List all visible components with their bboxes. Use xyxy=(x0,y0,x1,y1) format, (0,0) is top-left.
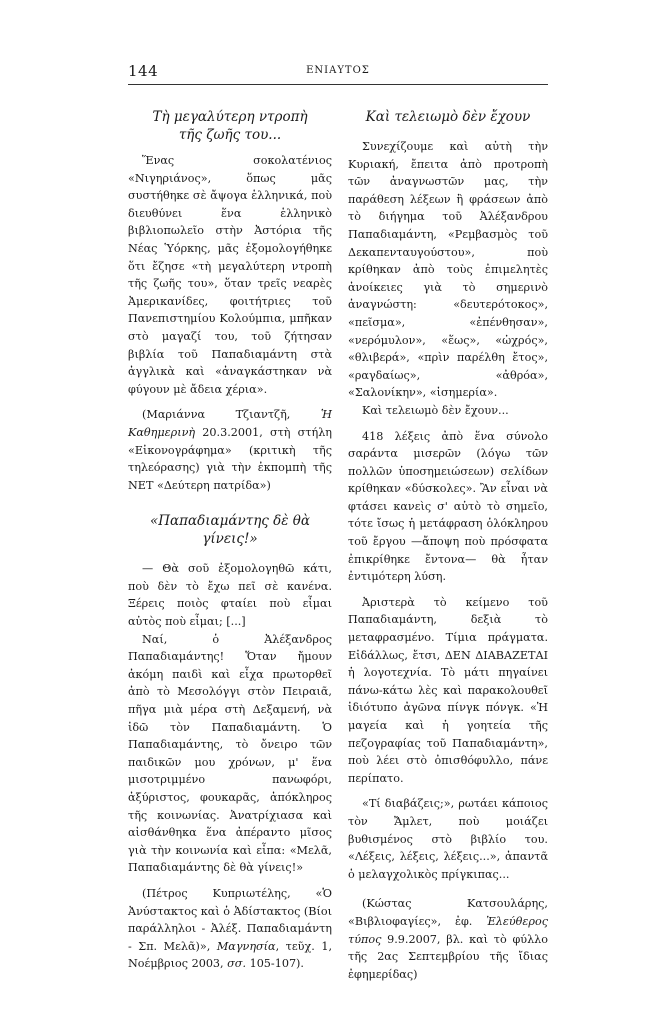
source-part: (Κώστας Κατσουλάρης, «Βιβλιοφαγίες», ἐφ. xyxy=(348,897,548,928)
source-part: (Πέτρος Κυπριωτέλης, «Ὁ Ἀνύστακτος καὶ ὁ Ἀδίστακτος (Βίοι παράλληλοι - Ἀλέξ. Παπαδιαμάντη - Σπ. Μελᾶ)», xyxy=(128,886,332,953)
section-no-end-source xyxy=(348,895,548,983)
source-publication: Ἐλεύθερος τύπος xyxy=(348,914,548,946)
source-part: , τεῦχ. 1, Νοέμβριος 2003, xyxy=(128,939,332,971)
section-no-end-p3: 418 λέξεις ἀπὸ ἕνα σύνολο σαράντα μισερῶν (λόγω τῶν πολλῶν ὑποσημειώσεων) σελίδων κρίθηκαν «δύσκολες». Ἂν εἶναι νὰ φτάσει κανεὶς σ' αὐτὸ τὸ σημεῖο, τότε ἴσως ἡ μετάφραση ὁλόκληρου τοῦ ἔργου —ἄποψη ποὺ πρόσφατα ἐπικρίθηκε ἔντονα— θὰ ἦταν ἐντιμότερη λύση. xyxy=(348,429,548,584)
left-column xyxy=(128,108,332,973)
section-title-papadiamantis: «Παπαδιαμάντης δὲ θὰ γίνεις!» xyxy=(149,513,311,548)
section-title-shame-line1: Τὴ μεγαλύτερη ντροπὴ xyxy=(152,109,308,125)
section-papadiamantis-source xyxy=(128,885,332,973)
section-title-shame xyxy=(128,108,332,144)
source-publication: Ἡ Καθημερινὴ xyxy=(128,408,332,439)
source-publication: Μαγνησία xyxy=(216,939,276,953)
source-part: 105-107). xyxy=(246,957,304,971)
source-part: (Μαριάννα Τζιαντζῆ, xyxy=(142,408,321,422)
section-shame-body: Ἕνας σοκολατένιος «Νιγηριάνος», ὅπως μᾶς συστήθηκε σὲ ἄψογα ἑλληνικά, ποὺ διευθύνει ἕνα ἑλληνικὸ βιβλιοπωλεῖο στὴν Ἀστόρια τῆς Νέας Ὑόρκης, μᾶς ἐξομολογήθηκε ὅτι ἔζησε «τὴ μεγαλύτερη ντροπὴ τῆς ζωῆς του», ὅταν τρεῖς νεαρὲς Ἀμερικανίδες, φοιτήτριες τοῦ Πανεπιστημίου Κολούμπια, μπῆκαν στὸ μαγαζί του, τοῦ ζήτησαν βιβλία τοῦ Παπαδιαμάντη στὰ ἀγγλικὰ καὶ «ἀναγκάστηκαν νὰ φύγουν μὲ ἄδεια χέρια». xyxy=(128,154,332,396)
right-column xyxy=(348,108,548,983)
section-shame-source xyxy=(128,406,332,494)
page-number: 144 xyxy=(128,62,159,80)
page-header xyxy=(128,62,548,85)
section-papadiamantis-p2: Ναί, ὁ Ἀλέξανδρος Παπαδιαμάντης! Ὅταν ἤμουν ἀκόμη παιδὶ καὶ εἶχα πρωτορθεῖ ἀπὸ τὸ Μεσολόγγι στὸν Πειραιᾶ, πῆγα μιὰ μέρα στὴ Δεξαμενή, νὰ ἰδῶ τὸν Παπαδιαμάντη. Ὁ Παπαδιαμάντης, τὸ ὄνειρο τῶν παιδικῶν μου χρόνων, μ' ἕνα μισοτριμμένο πανωφόρι, ἀξύριστος, φουκαρᾶς, ἀπόκληρος τῆς κοινωνίας. Ἀνατρίχιασα καὶ αἰσθάνθηκα ἕνα ἀπέραντο μῖσος γιὰ τὴν κοινωνία καὶ εἶπα: «Μελᾶ, Παπαδιαμάντης δὲ θὰ γίνεις!» xyxy=(128,632,332,875)
source-part: 20.3.2001, στὴ στήλη «Εἰκονογράφημα» (κριτικὴ τῆς τηλεόρασης) γιὰ τὴν ἐκπομπὴ τῆς ΝΕΤ «Δεύτερη πατρίδα») xyxy=(128,425,332,492)
running-head: ΕΝΙΑΥΤΟΣ xyxy=(306,65,370,76)
section-title-shame-line2: τῆς ζωῆς του... xyxy=(178,127,282,143)
section-no-end-p4: Ἀριστερὰ τὸ κείμενο τοῦ Παπαδιαμάντη, δεξιὰ τὸ μεταφρασμένο. Τίμια πράγματα. Εἰδάλλως, ἔτσι, ΔΕΝ ΔΙΑΒΑΖΕΤΑΙ ἡ λογοτεχνία. Τὸ μάτι πηγαίνει πάνω-κάτω λὲς καὶ παρακολουθεῖ ἰδιότυπο ἀγῶνα πίνγκ πόνγκ. «Ἡ μαγεία καὶ ἡ γοητεία τῆς πεζογραφίας τοῦ Παπαδιαμάντη», ποὺ λέει στὸ ὀπισθόφυλλο, πάνε περίπατο. xyxy=(348,595,548,785)
section-no-end-p5: «Τί διαβάζεις;», ρωτάει κάποιος τὸν Ἄμλετ, ποὺ μοιάζει βυθισμένος στὸ βιβλίο του. «Λέξεις, λέξεις, λέξεις...», ἀπαντᾶ ὁ μελαγχολικὸς πρίγκιπας... xyxy=(348,797,548,881)
section-no-end-p2: Καὶ τελειωμὸ δὲν ἔχουν... xyxy=(362,403,509,417)
section-title-no-end: Καὶ τελειωμὸ δὲν ἔχουν xyxy=(365,109,531,125)
source-pages-abbr: σσ. xyxy=(227,957,247,971)
section-no-end-p1: Συνεχίζουμε καὶ αὐτὴ τὴν Κυριακή, ἔπειτα ἀπὸ προτροπὴ τῶν ἀναγνωστῶν μας, τὴν παράθεση λέξεων ἢ φράσεων ἀπὸ τὸ διήγημα τοῦ Ἀλέξανδρου Παπαδιαμάντη, «Ρεμβασμὸς τοῦ Δεκαπενταυγούστου», ποὺ κρίθηκαν ἀπὸ τοὺς ἐπιμελητὲς ἀνοίκειες γιὰ τὸ σημερινὸ ἀναγνώστη: «δευτερότοκος», «πεῖσμα», «ἐπένθησαν», «νερόμυλον», «ἕως», «ὠχρός», «θλιβερά», «πρὶν παρέλθη ἔτος», «ραγδαίως», «ἀθρόα», «Σαλονίκην», «ἰσημερία». xyxy=(348,140,548,400)
section-papadiamantis-p1: — Θὰ σοῦ ἐξομολογηθῶ κάτι, ποὺ δὲν τὸ ἔχω πεῖ σὲ κανένα. Ξέρεις ποιὸς φταίει ποὺ εἶμαι αὐτὸς ποὺ εἶμαι; [...] xyxy=(128,562,332,629)
source-part: 9.9.2007, βλ. καὶ τὸ φύλλο τῆς 2ας Σεπτεμβρίου τῆς ἴδιας ἐφημερίδας) xyxy=(348,932,548,981)
